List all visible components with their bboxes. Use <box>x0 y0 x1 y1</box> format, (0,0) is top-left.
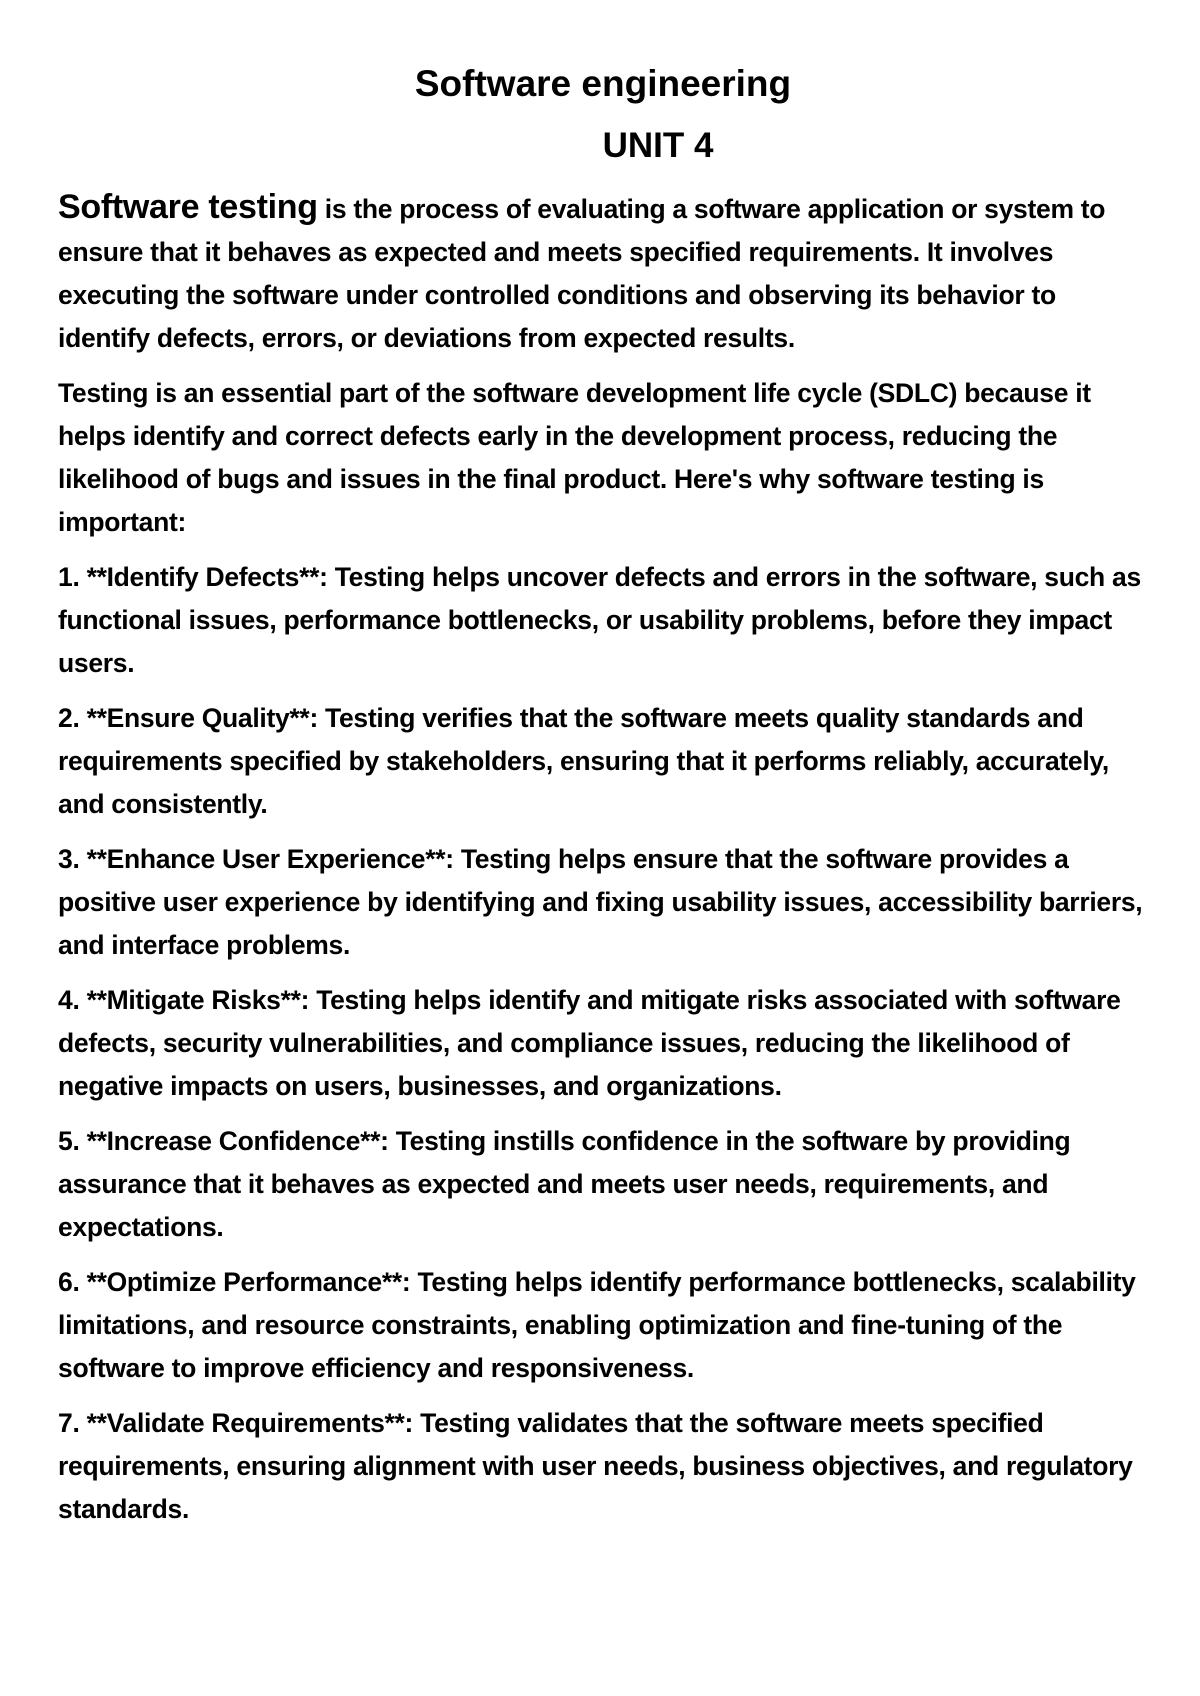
document-subtitle: UNIT 4 <box>602 126 714 165</box>
document-page <box>58 60 1148 1543</box>
list-item-mitigate-risks: 4. **Mitigate Risks**: Testing helps identify and mitigate risks associated with software defects, security vulnerabilities, and compliance issues, reducing the likelihood of negative impacts on users, businesses, and organizations. <box>58 985 1121 1101</box>
list-item-enhance-user-experience: 3. **Enhance User Experience**: Testing helps ensure that the software provides a positive user experience by identifying and fixing usability issues, accessibility barriers, and interface problems. <box>58 844 1143 960</box>
list-item-identify-defects: 1. **Identify Defects**: Testing helps uncover defects and errors in the software, such as functional issues, performance bottlenecks, or usability problems, before they impact users. <box>58 562 1141 678</box>
intro-paragraph <box>58 186 1148 360</box>
list-item-optimize-performance: 6. **Optimize Performance**: Testing helps identify performance bottlenecks, scalability limitations, and resource constraints, enabling optimization and fine-tuning of the software to improve efficiency and responsiveness. <box>58 1267 1136 1383</box>
intro-text: is the process of evaluating a software application or system to ensure that it behaves as expected and meets specified requirements. It involves executing the software under controlled conditions and observing its behavior to identify defects, errors, or deviations from expected results. <box>58 194 1106 353</box>
intro-term: Software testing <box>58 188 318 226</box>
paragraph-sdlc: Testing is an essential part of the software development life cycle (SDLC) because it helps identify and correct defects early in the development process, reducing the likelihood of bugs and issues in the final product. Here's why software testing is important: <box>58 378 1091 537</box>
list-item-validate-requirements: 7. **Validate Requirements**: Testing validates that the software meets specified requirements, ensuring alignment with user needs, business objectives, and regulatory standards. <box>58 1408 1133 1524</box>
list-item-ensure-quality: 2. **Ensure Quality**: Testing verifies that the software meets quality standards and requirements specified by stakeholders, ensuring that it performs reliably, accurately, and consistently. <box>58 703 1109 819</box>
list-item-increase-confidence: 5. **Increase Confidence**: Testing instills confidence in the software by providing assurance that it behaves as expected and meets user needs, requirements, and expectations. <box>58 1126 1071 1242</box>
document-title: Software engineering <box>414 63 792 104</box>
